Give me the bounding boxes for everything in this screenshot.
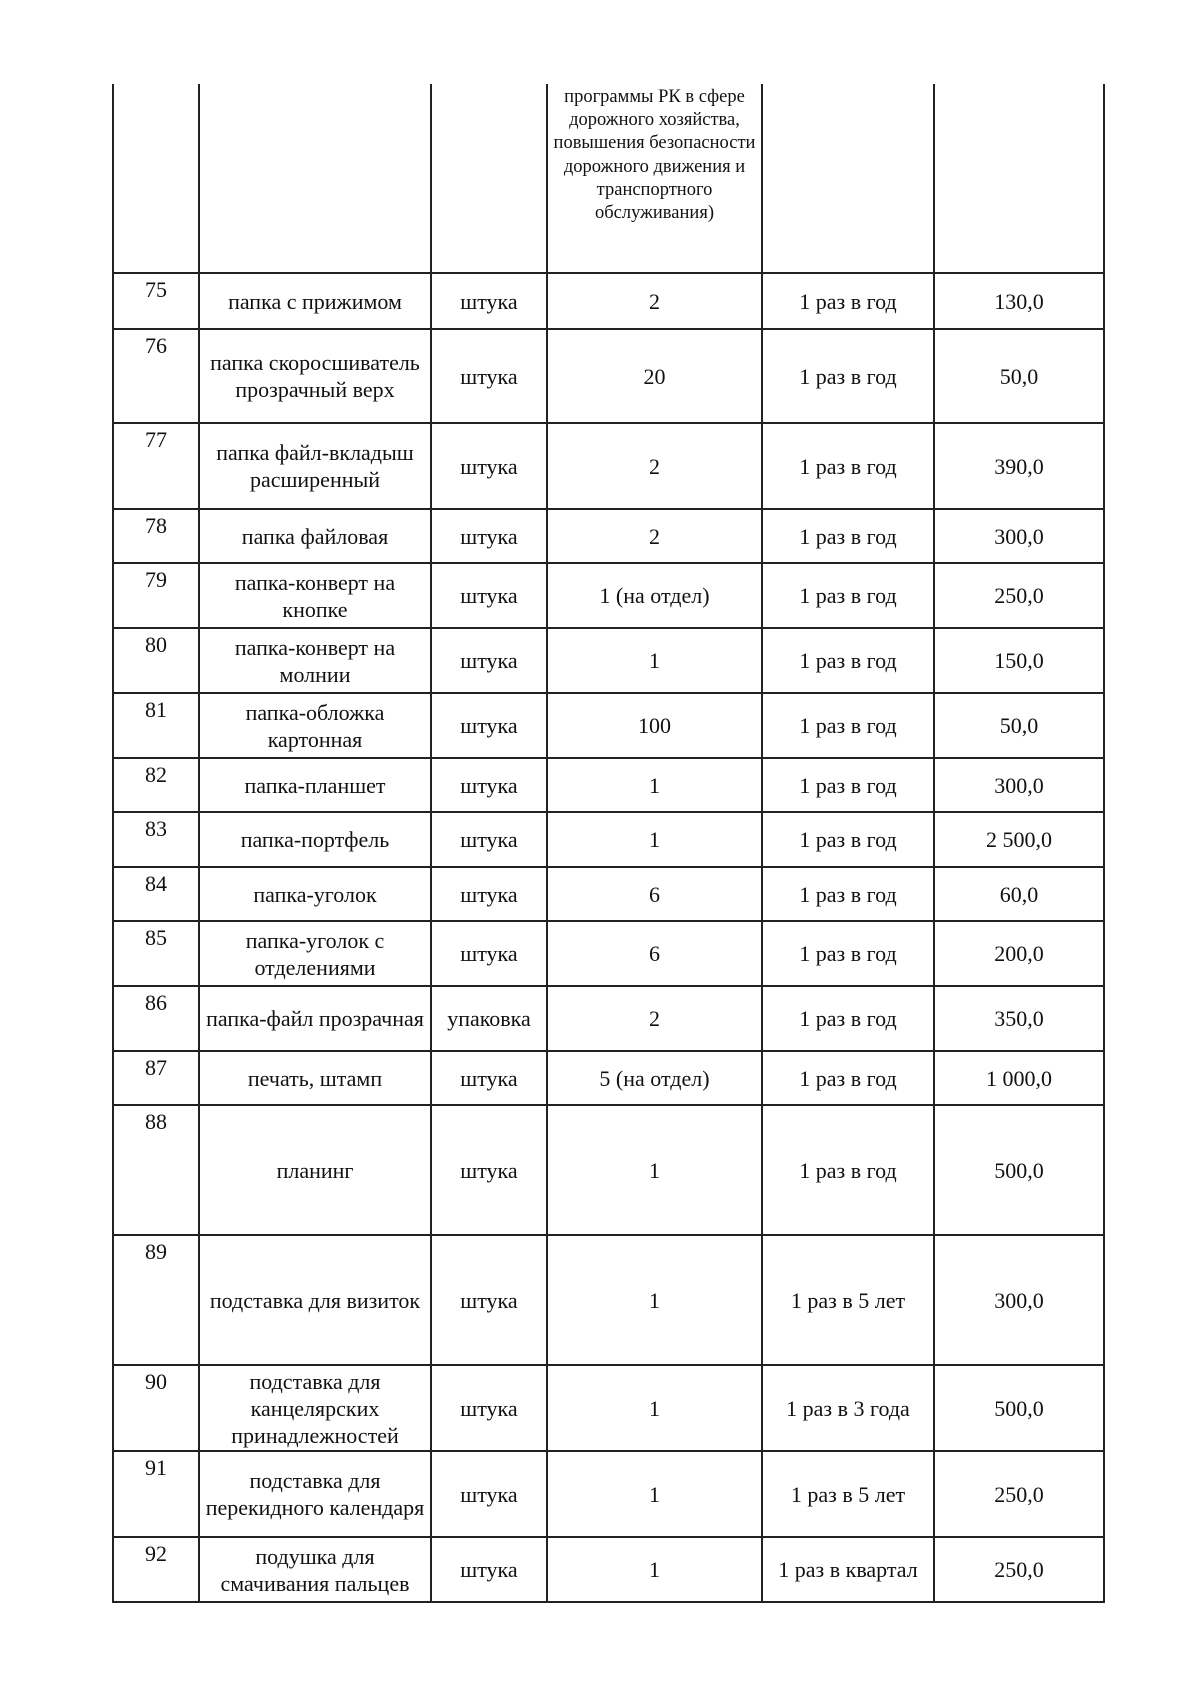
item-name: папка-портфель	[240, 827, 390, 852]
item-name-cell	[199, 1235, 431, 1365]
item-name: папка-файл прозрачная	[206, 1006, 424, 1031]
item-period-cell	[762, 986, 934, 1051]
item-price: 500,0	[994, 1395, 1044, 1421]
item-period: 1 раз в год	[799, 523, 897, 549]
item-name-cell	[199, 1051, 431, 1105]
item-unit-cell	[431, 1105, 547, 1235]
row-number-cell	[113, 1365, 199, 1451]
item-qty: 2	[649, 453, 660, 479]
item-price: 250,0	[994, 1557, 1044, 1582]
supplies-table	[112, 84, 1105, 1603]
item-name: подставка для канцелярских принадлежностей	[231, 1368, 399, 1448]
item-qty-cell	[547, 986, 762, 1051]
item-price-cell	[934, 329, 1104, 423]
item-name: папка с прижимом	[228, 288, 402, 314]
row-number: 81	[145, 697, 167, 722]
item-unit-cell	[431, 509, 547, 563]
item-name: подставка для перекидного календаря	[205, 1468, 425, 1520]
item-name-cell	[199, 329, 431, 423]
item-period: 1 раз в год	[799, 648, 897, 673]
table-row	[113, 509, 1104, 563]
item-price: 60,0	[999, 881, 1039, 907]
item-qty: 1	[649, 648, 660, 673]
header-price-cell	[934, 84, 1104, 273]
table-row	[113, 1235, 1104, 1365]
row-number-cell	[113, 273, 199, 329]
item-period: 1 раз в квартал	[778, 1557, 918, 1582]
item-name-cell	[199, 1451, 431, 1537]
item-name: папка-конверт на молнии	[234, 634, 396, 687]
item-name: папка-уголок	[253, 881, 377, 907]
item-qty-cell	[547, 563, 762, 628]
item-qty: 1 (на отдел)	[599, 583, 710, 608]
item-period: 1 раз в год	[799, 288, 897, 314]
item-period-cell	[762, 1235, 934, 1365]
item-period: 1 раз в год	[799, 941, 897, 966]
item-unit-cell	[431, 921, 547, 986]
item-period-cell	[762, 693, 934, 758]
table-row	[113, 1451, 1104, 1537]
item-unit-cell	[431, 1235, 547, 1365]
item-price-cell	[934, 1365, 1104, 1451]
item-unit: штука	[460, 827, 518, 852]
item-unit: штука	[460, 288, 518, 314]
item-price: 300,0	[994, 523, 1044, 549]
item-qty: 6	[649, 941, 660, 966]
item-period: 1 раз в год	[799, 363, 897, 389]
item-price: 390,0	[994, 453, 1044, 479]
item-qty-cell	[547, 628, 762, 693]
item-qty: 2	[649, 523, 660, 549]
item-unit: штука	[460, 1065, 518, 1091]
item-period: 1 раз в год	[799, 1006, 897, 1031]
row-number-cell	[113, 812, 199, 867]
item-qty-cell	[547, 423, 762, 509]
item-qty-cell	[547, 1235, 762, 1365]
item-price: 300,0	[994, 772, 1044, 798]
header-period-cell	[762, 84, 934, 273]
row-number-cell	[113, 921, 199, 986]
header-num-cell	[113, 84, 199, 273]
row-number-cell	[113, 329, 199, 423]
item-price: 1 000,0	[986, 1065, 1052, 1091]
row-number: 90	[145, 1369, 167, 1394]
row-number: 83	[145, 816, 167, 841]
table-row	[113, 563, 1104, 628]
table-row	[113, 423, 1104, 509]
row-number: 76	[145, 333, 167, 358]
item-name: папка файл-вкладыш расширенный	[216, 440, 414, 492]
item-unit: штука	[460, 941, 518, 966]
item-name-cell	[199, 273, 431, 329]
table-row	[113, 273, 1104, 329]
item-price: 250,0	[994, 1481, 1044, 1507]
item-period: 1 раз в год	[799, 827, 897, 852]
item-unit: штука	[460, 523, 518, 549]
item-price-cell	[934, 812, 1104, 867]
item-period: 1 раз в 3 года	[786, 1395, 910, 1421]
item-period-cell	[762, 921, 934, 986]
table-row	[113, 1105, 1104, 1235]
row-number-cell	[113, 867, 199, 921]
table-row	[113, 628, 1104, 693]
item-price: 500,0	[994, 1157, 1044, 1183]
item-qty: 20	[643, 363, 666, 389]
item-qty: 1	[649, 1557, 660, 1582]
item-name-cell	[199, 758, 431, 812]
header-name-cell	[199, 84, 431, 273]
item-name-cell	[199, 693, 431, 758]
item-price-cell	[934, 423, 1104, 509]
item-price-cell	[934, 986, 1104, 1051]
item-period: 1 раз в год	[799, 583, 897, 608]
item-qty: 5 (на отдел)	[599, 1065, 710, 1091]
table-row	[113, 758, 1104, 812]
item-qty: 2	[649, 1006, 660, 1031]
item-qty-cell	[547, 509, 762, 563]
row-number: 84	[145, 871, 167, 896]
item-qty: 1	[649, 1287, 660, 1313]
item-name-cell	[199, 921, 431, 986]
item-name-cell	[199, 1105, 431, 1235]
item-price: 200,0	[994, 941, 1044, 966]
item-qty-cell	[547, 273, 762, 329]
item-price: 2 500,0	[986, 827, 1052, 852]
item-name: папка-обложка картонная	[245, 699, 385, 752]
row-number: 89	[145, 1239, 167, 1264]
item-price: 50,0	[999, 363, 1039, 389]
item-qty-cell	[547, 758, 762, 812]
row-number: 91	[145, 1455, 167, 1480]
item-price: 130,0	[994, 288, 1044, 314]
item-name-cell	[199, 423, 431, 509]
item-qty-cell	[547, 693, 762, 758]
item-unit-cell	[431, 812, 547, 867]
table-row	[113, 329, 1104, 423]
table-row	[113, 1537, 1104, 1602]
item-name: папка-конверт на кнопке	[234, 569, 396, 622]
item-name-cell	[199, 563, 431, 628]
item-unit-cell	[431, 867, 547, 921]
table-row	[113, 1365, 1104, 1451]
item-qty: 2	[649, 288, 660, 314]
row-number: 80	[145, 632, 167, 657]
item-price-cell	[934, 628, 1104, 693]
row-number-cell	[113, 1451, 199, 1537]
item-period-cell	[762, 1537, 934, 1602]
item-period-cell	[762, 867, 934, 921]
item-period: 1 раз в год	[799, 1065, 897, 1091]
row-number: 78	[145, 513, 167, 538]
row-number: 75	[145, 277, 167, 302]
item-qty-cell	[547, 1451, 762, 1537]
item-period: 1 раз в год	[799, 453, 897, 479]
item-qty-cell	[547, 812, 762, 867]
item-name: планинг	[276, 1157, 354, 1183]
item-price-cell	[934, 509, 1104, 563]
item-unit: штука	[460, 583, 518, 608]
item-qty: 1	[649, 1157, 660, 1183]
item-price-cell	[934, 921, 1104, 986]
item-qty-cell	[547, 1365, 762, 1451]
row-number-cell	[113, 1051, 199, 1105]
row-number-cell	[113, 1235, 199, 1365]
row-number: 88	[145, 1109, 167, 1134]
item-period: 1 раз в год	[799, 772, 897, 798]
item-qty: 6	[649, 881, 660, 907]
item-qty: 1	[649, 772, 660, 798]
item-name: печать, штамп	[247, 1065, 383, 1091]
item-qty: 100	[638, 713, 671, 738]
item-unit: штука	[460, 772, 518, 798]
item-name-cell	[199, 812, 431, 867]
item-qty: 1	[649, 1395, 660, 1421]
item-period-cell	[762, 423, 934, 509]
item-unit: штука	[460, 713, 518, 738]
item-unit: упаковка	[447, 1006, 531, 1031]
item-unit: штука	[460, 1287, 518, 1313]
item-unit-cell	[431, 423, 547, 509]
item-period-cell	[762, 509, 934, 563]
continued-header-row	[113, 84, 1104, 273]
item-price-cell	[934, 1537, 1104, 1602]
item-period-cell	[762, 628, 934, 693]
item-unit-cell	[431, 1451, 547, 1537]
item-price-cell	[934, 1235, 1104, 1365]
table-row	[113, 986, 1104, 1051]
item-price: 50,0	[999, 713, 1039, 738]
table-row	[113, 812, 1104, 867]
item-unit-cell	[431, 273, 547, 329]
table-row	[113, 867, 1104, 921]
item-name: папка файловая	[241, 523, 389, 549]
item-qty-cell	[547, 1537, 762, 1602]
item-unit-cell	[431, 1051, 547, 1105]
item-unit-cell	[431, 693, 547, 758]
item-qty: 1	[649, 827, 660, 852]
item-name: подставка для визиток	[209, 1287, 421, 1313]
item-name: подушка для смачивания пальцев	[220, 1543, 410, 1596]
item-price: 150,0	[994, 648, 1044, 673]
row-number-cell	[113, 986, 199, 1051]
item-price-cell	[934, 273, 1104, 329]
item-period-cell	[762, 563, 934, 628]
item-name: папка скоросшиватель прозрачный верх	[210, 350, 420, 402]
item-period: 1 раз в 5 лет	[790, 1287, 906, 1313]
item-period-cell	[762, 812, 934, 867]
item-unit: штука	[460, 1481, 518, 1507]
row-number: 82	[145, 762, 167, 787]
item-period: 1 раз в год	[799, 881, 897, 907]
item-qty: 1	[649, 1481, 660, 1507]
item-unit: штука	[460, 1557, 518, 1582]
row-number-cell	[113, 628, 199, 693]
item-period: 1 раз в 5 лет	[790, 1481, 906, 1507]
item-period-cell	[762, 1451, 934, 1537]
item-price-cell	[934, 867, 1104, 921]
row-number: 92	[145, 1541, 167, 1566]
item-unit: штука	[460, 453, 518, 479]
item-unit: штука	[460, 1395, 518, 1421]
row-number-cell	[113, 423, 199, 509]
item-unit-cell	[431, 563, 547, 628]
item-price-cell	[934, 1051, 1104, 1105]
table-body	[113, 84, 1104, 1602]
item-period-cell	[762, 273, 934, 329]
item-qty-cell	[547, 1105, 762, 1235]
item-name-cell	[199, 867, 431, 921]
item-price-cell	[934, 758, 1104, 812]
item-name: папка-планшет	[244, 772, 386, 798]
item-unit-cell	[431, 986, 547, 1051]
header-criterion-cell: программы РК в сфере дорожного хозяйства, повышения безопасности дорожного движения и транспортного обслуживания)	[547, 84, 762, 273]
row-number: 87	[145, 1055, 167, 1080]
item-price-cell	[934, 1451, 1104, 1537]
item-name-cell	[199, 1537, 431, 1602]
item-period-cell	[762, 1365, 934, 1451]
item-unit: штука	[460, 648, 518, 673]
item-name-cell	[199, 628, 431, 693]
item-period: 1 раз в год	[799, 713, 897, 738]
row-number-cell	[113, 758, 199, 812]
row-number-cell	[113, 693, 199, 758]
row-number-cell	[113, 563, 199, 628]
item-qty-cell	[547, 921, 762, 986]
item-unit-cell	[431, 628, 547, 693]
table-row	[113, 921, 1104, 986]
row-number: 79	[145, 567, 167, 592]
item-period-cell	[762, 329, 934, 423]
item-name-cell	[199, 986, 431, 1051]
item-price-cell	[934, 693, 1104, 758]
item-name: папка-уголок с отделениями	[245, 927, 385, 980]
item-price: 300,0	[994, 1287, 1044, 1313]
item-name-cell	[199, 509, 431, 563]
item-price-cell	[934, 1105, 1104, 1235]
row-number: 86	[145, 990, 167, 1015]
item-qty-cell	[547, 1051, 762, 1105]
item-unit-cell	[431, 329, 547, 423]
item-name-cell	[199, 1365, 431, 1451]
item-price-cell	[934, 563, 1104, 628]
item-price: 350,0	[994, 1006, 1044, 1031]
row-number-cell	[113, 1537, 199, 1602]
row-number-cell	[113, 1105, 199, 1235]
item-period: 1 раз в год	[799, 1157, 897, 1183]
item-unit: штука	[460, 1157, 518, 1183]
item-unit: штука	[460, 881, 518, 907]
item-qty-cell	[547, 329, 762, 423]
row-number-cell	[113, 509, 199, 563]
item-price: 250,0	[994, 583, 1044, 608]
item-period-cell	[762, 1105, 934, 1235]
row-number: 77	[145, 427, 167, 452]
table-row	[113, 693, 1104, 758]
item-period-cell	[762, 758, 934, 812]
item-unit: штука	[460, 363, 518, 389]
item-unit-cell	[431, 1537, 547, 1602]
item-qty-cell	[547, 867, 762, 921]
item-unit-cell	[431, 758, 547, 812]
item-period-cell	[762, 1051, 934, 1105]
table-row	[113, 1051, 1104, 1105]
header-unit-cell	[431, 84, 547, 273]
row-number: 85	[145, 925, 167, 950]
item-unit-cell	[431, 1365, 547, 1451]
